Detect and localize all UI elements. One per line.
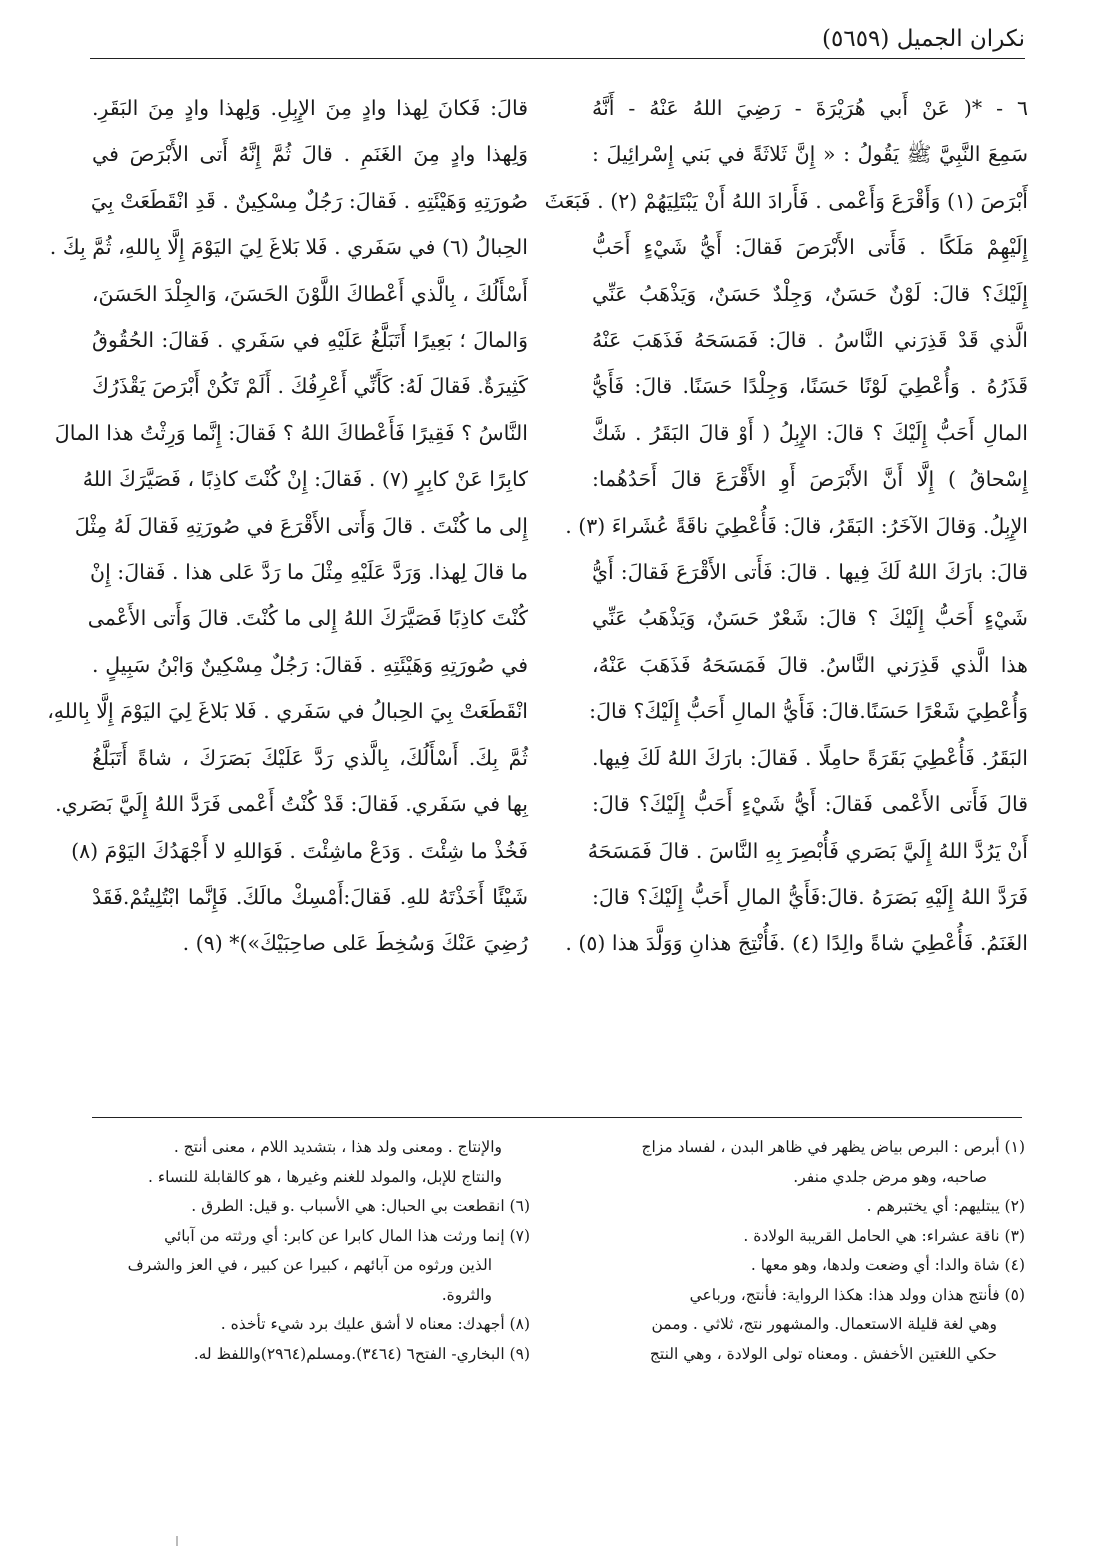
footnote-separator — [92, 1117, 1022, 1118]
text-line: قالَ: بارَكَ اللهُ لَكَ فِيها . قالَ: فَأَتى الأَقْرَعَ فَقالَ: أَيُّ — [592, 560, 1028, 585]
text-line: أَسْأَلُكَ ، بِالَّذي أَعْطاكَ اللَّوْنَ الحَسَنَ، وَالجِلْدَ الحَسَنَ، — [91, 281, 528, 306]
hadith-text-right-column — [544, 85, 1028, 967]
footnote: (٩) البخاري- الفتح٦ (٣٤٦٤).ومسلم(٢٩٦٤)واللفظ له. — [193, 1344, 530, 1363]
text-line: قالَ فَأَتى الأَعْمى فَقالَ: أَيُّ شَيْءٍ أَحَبُّ إِلَيْكَ؟ قالَ: — [592, 792, 1028, 817]
text-line: كَثِيرَةٌ. فَقالَ لَهُ: كَأَنِّي أَعْرِفُكَ . أَلَمْ تَكُنْ أَبْرَصَ يَقْذَرُكَ — [92, 374, 528, 399]
footnote: الذين ورثوه من آبائهم ، كبيرا عن كبير ، في العز والشرف — [127, 1256, 492, 1274]
text-line: وَالمالَ ؛ بَعِيرًا أَتَبَلَّغُ عَلَيْهِ في سَفَري . فَقالَ: الحُقُوقُ — [92, 328, 528, 353]
text-line: سَمِعَ النَّبِيَّ ﷺ يَقُولُ : « إِنَّ ثَلاثَةً في بَني إِسْرائِيلَ : — [592, 142, 1028, 167]
footnotes-right-column — [585, 1133, 1025, 1369]
text-line: شَيْءٍ أَحَبُّ إِلَيْكَ ؟ قالَ: شَعْرٌ حَسَنٌ، وَيَذْهَبُ عَنِّي — [592, 606, 1028, 631]
text-line: بِها في سَفَري. فَقالَ: قَدْ كُنْتُ أَعْمى فَرَدَّ اللهُ إِلَيَّ بَصَري. — [55, 792, 528, 817]
text-line: ما قالَ لِهذا. وَرَدَّ عَلَيْهِ مِثْلَ ما رَدَّ عَلى هذا . فَقالَ: إِنْ — [90, 560, 528, 585]
text-line: البَقَرُ. فَأُعْطِيَ بَقَرَةً حامِلًا . فَقالَ: بارَكَ اللهُ لَكَ فِيها. — [592, 745, 1028, 770]
text-line: فَخُذْ ما شِئْتَ . وَدَعْ ماشِئْتَ . فَوَاللهِ لا أَجْهَدُكَ اليَوْمَ (٨) — [71, 838, 528, 863]
text-line: الَّذي قَدْ قَذِرَني النَّاسُ . قالَ: فَمَسَحَهُ فَذَهَبَ عَنْهُ — [592, 328, 1028, 353]
text-line: الإِبِلُ. وَقالَ الآخَرُ: البَقَرُ، قالَ: فَأُعْطِيَ ناقَةً عُشَراءَ (٣) . — [565, 513, 1028, 538]
text-line: ثُمَّ بِكَ. أَسْأَلُكَ، بِالَّذي رَدَّ عَلَيْكَ بَصَرَكَ ، شاةً أَتَبَلَّغُ — [92, 745, 528, 770]
footnotes-left-column — [90, 1133, 530, 1369]
footnote: والإنتاج . ومعنى ولد هذا ، بتشديد اللام ، معنى أنتج . — [173, 1138, 502, 1156]
text-line: قالَ: فَكانَ لِهذا وادٍ مِنَ الإِبِلِ. وَلِهذا وادٍ مِنَ البَقَرِ. — [92, 96, 528, 120]
text-line: صُورَتِهِ وَهَيْئَتِهِ . فَقالَ: رَجُلٌ مِسْكِينٌ . قَدِ انْقَطَعَتْ بِيَ — [90, 188, 528, 213]
footnote: (٧) إنما ورثت هذا المال كابرا عن كابر: أي ورثته من آبائي — [164, 1226, 530, 1245]
text-line: المالِ أَحَبُّ إِلَيْكَ ؟ قالَ: الإِبِلُ ( أَوْ قالَ البَقَرُ . شَكَّ — [592, 420, 1028, 445]
page-header — [90, 18, 1025, 59]
text-line: الحِبالُ (٦) في سَفَري . فَلا بَلاغَ لِيَ اليَوْمَ إِلَّا بِاللهِ، ثُمَّ بِكَ . — [49, 235, 528, 260]
text-line: إِلى ما كُنْتَ . قالَ وَأَتى الأَقْرَعَ في صُورَتِهِ فَقالَ لَهُ مِثْلَ — [74, 513, 528, 538]
footnote: (٢) يبتليهم: أي يختبرهم . — [866, 1197, 1025, 1215]
scan-speck — [176, 1536, 178, 1546]
text-line: النَّاسُ ؟ فَقِيرًا فَأَعْطاكَ اللهُ ؟ فَقالَ: إِنَّما وَرِثْتُ هذا المالَ — [54, 420, 528, 445]
footnote: وهي لغة قليلة الاستعمال. والمشهور نتج، ثلاثي . وممن — [651, 1315, 997, 1333]
text-line: هذا الَّذي قَذِرَني النَّاسُ. قالَ فَمَسَحَهُ فَذَهَبَ عَنْهُ، — [592, 652, 1028, 677]
footnote: (٥) فأنتج هذان وولد هذا: هكذا الرواية: فأنتج، ورباعي — [689, 1285, 1025, 1304]
footnote: (٤) شاة والدا: أي وضعت ولدها، وهو معها . — [750, 1256, 1025, 1274]
text-line: شَيْئًا أَخَذْتَهُ للهِ. فَقالَ:أَمْسِكْ مالَكَ. فَإِنَّما ابْتُلِيتُمْ.فَقَدْ — [92, 884, 528, 909]
footnote: حكي اللغتين الأخفش . ومعناه تولى الولادة ، وهي النتج — [649, 1344, 997, 1363]
text-line: وَلِهذا وادٍ مِنَ الغَنَمِ . قالَ ثُمَّ إِنَّهُ أَتى الأَبْرَصَ في — [92, 142, 528, 167]
text-line: الغَنَمُ. فَأُعْطِيَ شاةً والِدًا (٤) .فَأُنْتِجَ هذانِ وَوَلَّدَ هذا (٥) . — [565, 931, 1028, 956]
text-line: إِلَيْهِمْ مَلَكًا . فَأَتى الأَبْرَصَ فَقالَ: أَيُّ شَيْءٍ أَحَبُّ — [592, 235, 1028, 260]
text-line: وَأُعْطِيَ شَعْرًا حَسَنًا.قالَ: فَأَيُّ المالِ أَحَبُّ إِلَيْكَ؟ قالَ: — [589, 699, 1028, 724]
text-line: كُنْتَ كاذِبًا فَصَيَّرَكَ اللهُ إِلى ما كُنْتَ. قالَ وَأَتى الأَعْمى — [87, 606, 528, 631]
text-line: أَبْرَصَ (١) وَأَقْرَعَ وَأَعْمى . فَأَرادَ اللهُ أَنْ يَبْتَلِيَهُمْ (٢) . فَبَعَثَ — [544, 188, 1028, 213]
text-line: كابِرًا عَنْ كابِرٍ (٧) . فَقالَ: إِنْ كُنْتَ كاذِبًا ، فَصَيَّرَكَ اللهُ — [82, 467, 528, 492]
hadith-text-left-column — [47, 85, 528, 967]
text-line: إِلَيْكَ؟ قالَ: لَوْنٌ حَسَنٌ، وَجِلْدٌ حَسَنٌ، وَيَذْهَبُ عَنِّي — [592, 281, 1028, 306]
text-line: في صُورَتِهِ وَهَيْئَتِهِ . فَقالَ: رَجُلٌ مِسْكِينٌ وَابْنُ سَبِيلٍ . — [92, 652, 528, 677]
footnote: صاحبه، وهو مرض جلدي منفر. — [793, 1167, 987, 1186]
footnote: (١) أبرص : البرص بياض يظهر في ظاهر البدن ، لفساد مزاج — [641, 1138, 1025, 1156]
text-line: قَذَرُهُ . وَأُعْطِيَ لَوْنًا حَسَنًا، وَجِلْدًا حَسَنًا. قالَ: فَأَيُّ — [592, 374, 1028, 399]
footnote: والثروة. — [441, 1285, 492, 1304]
text-line: فَرَدَّ اللهُ إِلَيْهِ بَصَرَهُ .قالَ:فَأَيُّ المالِ أَحَبُّ إِلَيْكَ؟ قالَ: — [592, 884, 1028, 909]
text-line: رُضِيَ عَنْكَ وَسُخِطَ عَلى صاحِبَيْكَ»)* (٩) . — [182, 931, 528, 956]
footnote: والنتاج للإبل، والمولد للغنم وغيرها ، هو كالقابلة للنساء . — [148, 1167, 502, 1186]
page-title: نكران الجميل (٥٦٥٩) — [822, 26, 1025, 52]
text-line: أَنْ يَرُدَّ اللهُ إِلَيَّ بَصَري فَأُبْصِرَ بِهِ النَّاسَ . قالَ فَمَسَحَهُ — [587, 838, 1028, 863]
text-line: إِسْحاقُ ) إِلَّا أَنَّ الأَبْرَصَ أَوِ الأَقْرَعَ قالَ أَحَدُهُما: — [592, 467, 1028, 492]
footnote: (٦) انقطعت بي الحبال: هي الأسباب .و قيل: الطرق . — [191, 1197, 530, 1215]
footnote: (٨) أجهدك: معناه لا أشق عليك برد شيء تأخذه . — [220, 1315, 530, 1333]
text-line: ٦ - *( عَنْ أَبي هُرَيْرَةَ - رَضِيَ اللهُ عَنْهُ - أَنَّهُ — [592, 96, 1028, 120]
footnote: (٣) ناقة عشراء: هي الحامل القريبة الولادة . — [743, 1226, 1025, 1245]
text-line: انْقَطَعَتْ بِيَ الحِبالُ في سَفَري . فَلا بَلاغَ لِيَ اليَوْمَ إِلَّا بِاللهِ، — [47, 699, 528, 724]
